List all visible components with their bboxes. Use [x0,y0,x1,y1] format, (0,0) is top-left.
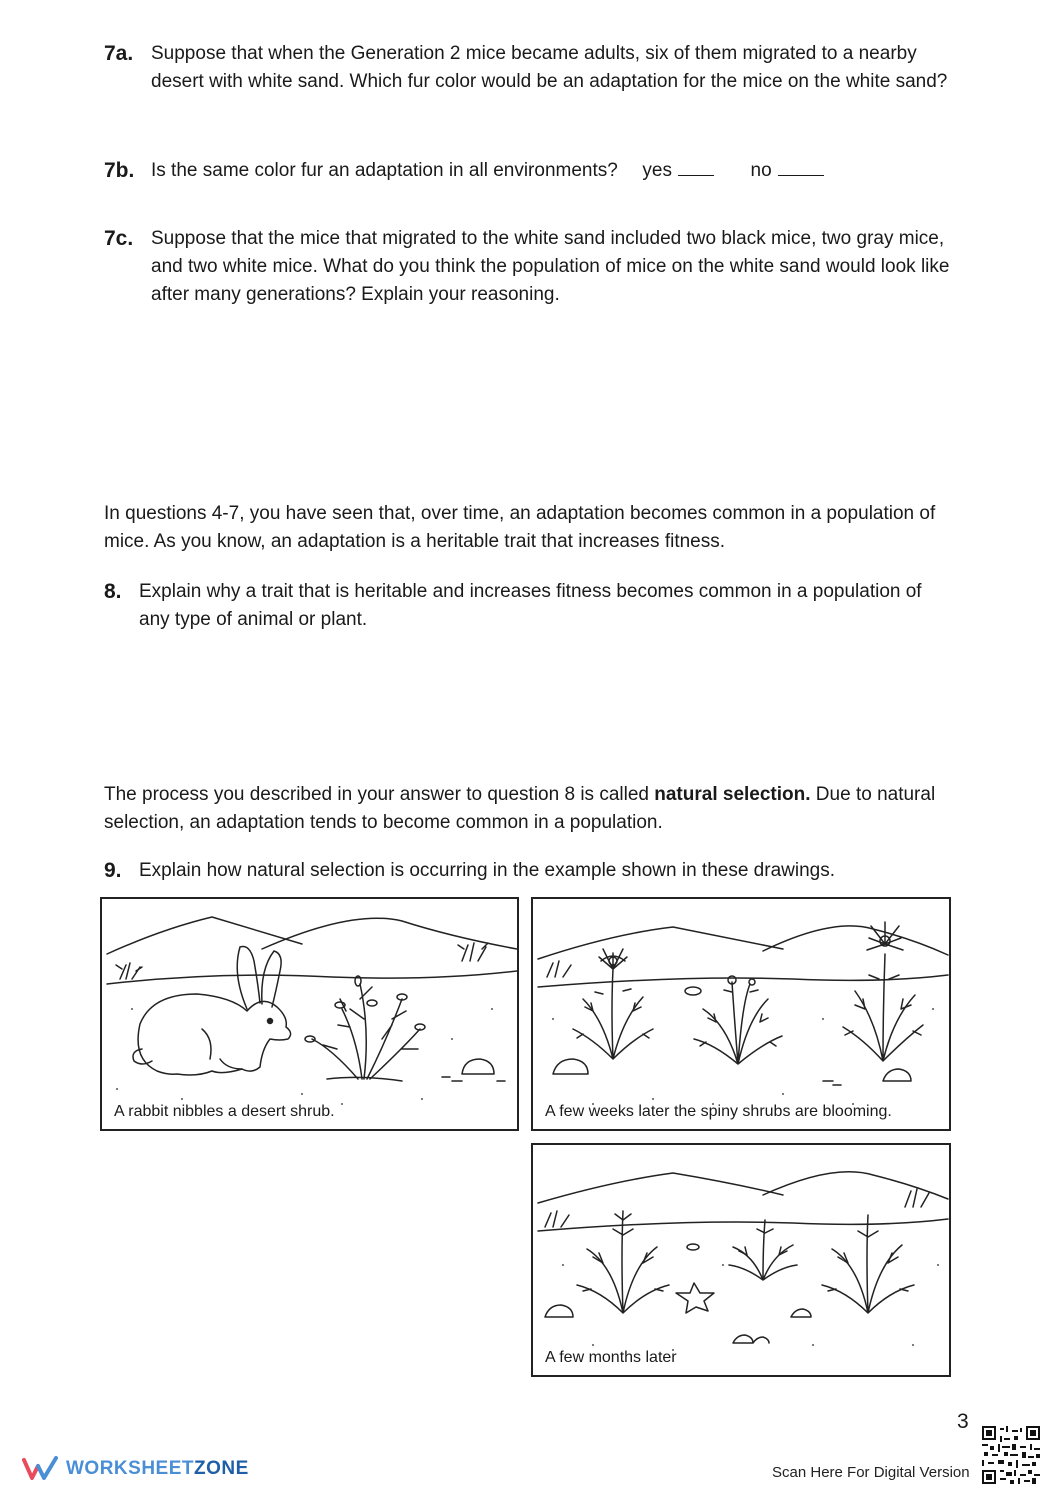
brand-name-part: WORKSHEET [66,1458,194,1479]
drawing-panel-rabbit [100,897,519,1131]
bold-term: natural selection. [654,784,811,805]
panel-caption: A rabbit nibbles a desert shrub. [114,1103,335,1120]
question-7c [104,225,954,309]
yes-answer-blank[interactable] [678,157,714,176]
paragraph-text: The process you described in your answer to question 8 is called [104,784,655,805]
worksheetzone-logo[interactable] [22,1456,249,1482]
drawing-panel-blooming [531,897,951,1131]
question-9 [104,857,954,885]
brand-name-part: ZONE [194,1458,249,1479]
question-text: Explain how natural selection is occurring in the example shown in these drawings. [139,860,835,881]
question-8 [104,578,954,634]
blooming-shrubs-illustration [533,899,951,1131]
question-text: Explain why a trait that is heritable and increases fitness becomes common in a population of any type of animal or plant. [139,581,922,630]
question-text: Suppose that the mice that migrated to the white sand included two black mice, two gray mice, and two white mice. What do you think the population of mice on the white sand would look like after many generations? Explain your reasoning. [151,228,950,305]
yes-label: yes [642,160,672,181]
question-number: 9. [104,859,122,882]
w-logo-icon [22,1456,60,1482]
paragraph-text: Due to natural selection, an adaptation tends to become common in a population. [104,784,936,833]
no-answer-blank[interactable] [778,157,824,176]
rabbit-shrub-illustration [102,899,519,1131]
qr-code-icon[interactable] [982,1426,1040,1484]
question-number: 7c. [104,227,134,250]
drawing-panel-months-later [531,1143,951,1377]
question-line [151,157,954,185]
panel-caption: A few weeks later the spiny shrubs are blooming. [545,1103,892,1120]
page-number: 3 [957,1410,969,1433]
scan-instruction: Scan Here For Digital Version [772,1464,970,1481]
question-text: Is the same color fur an adaptation in all environments? [151,160,618,181]
question-text: Suppose that when the Generation 2 mice became adults, six of them migrated to a nearby desert with white sand. Which fur color would be an adaptation for the mice on the white sand? [151,43,948,92]
question-number: 7a. [104,42,134,65]
question-number: 8. [104,580,122,603]
question-7b [104,157,954,185]
no-label: no [750,160,772,181]
brand-name [66,1458,249,1480]
question-7a [104,40,954,96]
question-number: 7b. [104,159,135,182]
spiny-shrubs-illustration [533,1145,951,1377]
intro-paragraph: In questions 4-7, you have seen that, over time, an adaptation becomes common in a population of mice. As you know, an adaptation is a heritable trait that increases fitness. [104,503,936,552]
panel-caption: A few months later [545,1349,677,1366]
natural-selection-paragraph [104,781,954,837]
